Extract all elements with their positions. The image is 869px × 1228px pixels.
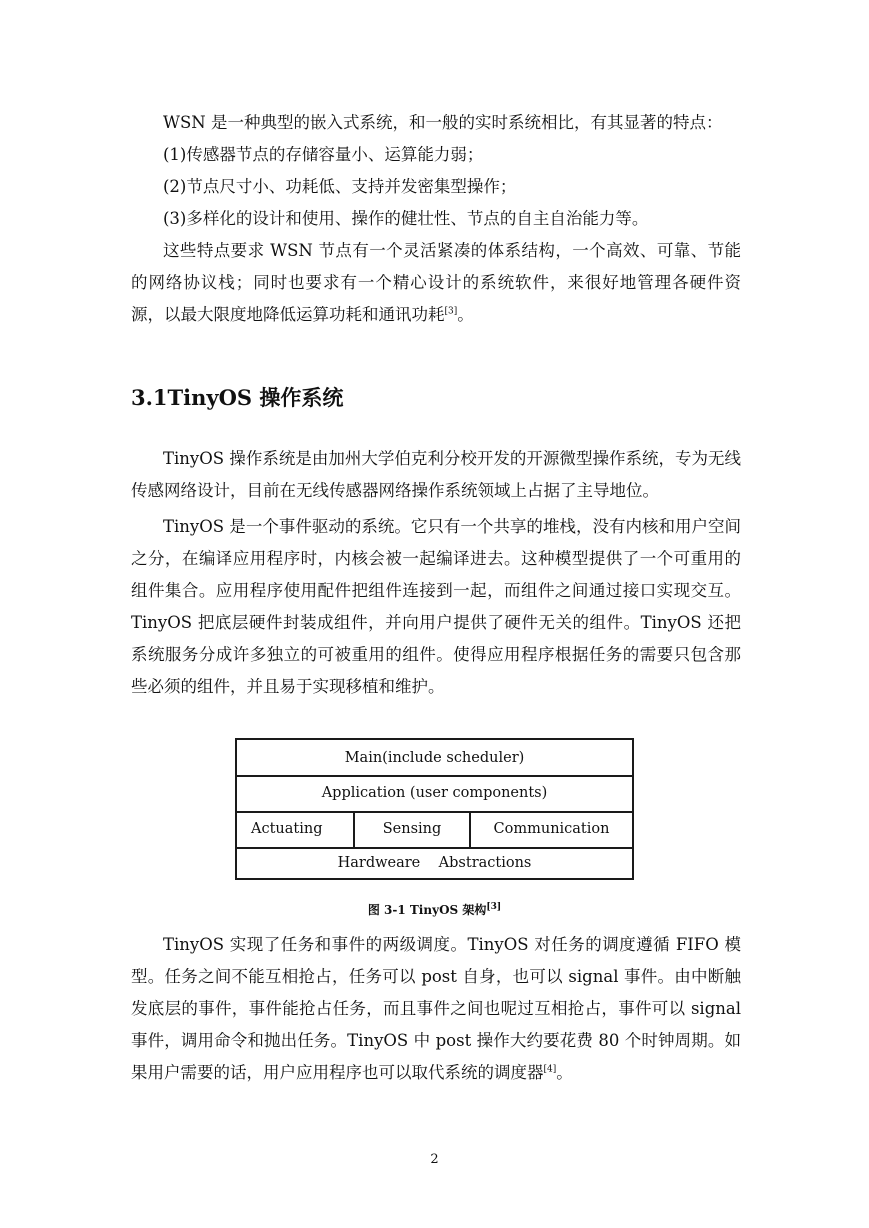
requirements-end: 。: [457, 305, 474, 324]
figure-citation-ref: [3]: [486, 902, 502, 912]
scheduling-citation-ref: [4]: [543, 1064, 557, 1075]
citation-ref: [3]: [444, 306, 458, 317]
tinyos-architecture-diagram: [235, 738, 634, 880]
requirements-paragraph: [131, 235, 741, 331]
diagram-application-layer: Application (user components): [237, 775, 632, 813]
tinyos-event-paragraph: TinyOS 是一个事件驱动的系统。它只有一个共享的堆栈，没有内核和用户空间之分，在编译应用程序时，内核会被一起编译进去。这种模型提供了一个可重用的组件集合。应用程序使用配件把组件连接到一起，而组件之间通过接口实现交互。TinyOS 把底层硬件封装成组件，并向用户提供了硬件无关的组件。TinyOS 还把系统服务分成许多独立的可被重用的组件。使得应用程序根据任务的需要只包含那些必须的组件，并且易于实现移植和维护。: [131, 517, 741, 696]
page-number: 2: [430, 1152, 439, 1167]
diagram-component-layer: [237, 811, 632, 849]
diagram-main-layer: Main(include scheduler): [237, 740, 632, 777]
diagram-hardware-layer: Hardweare Abstractions: [337, 854, 532, 871]
scheduling-paragraph: [131, 929, 741, 1089]
list-item-3: (3)多样化的设计和使用、操作的健壮性、节点的自主自治能力等。: [163, 209, 649, 228]
list-item-1: (1)传感器节点的存储容量小、运算能力弱；: [163, 145, 484, 164]
requirements-text: 这些特点要求 WSN 节点有一个灵活紧凑的体系结构，一个高效、可靠、节能的网络协议栈；同时也要求有一个精心设计的系统软件，来很好地管理各硬件资源，以最大限度地降低运算功耗和通讯功耗: [131, 241, 741, 324]
diagram-communication-cell: Communication: [493, 821, 610, 837]
diagram-actuating-cell: Actuating: [237, 811, 355, 847]
figure-caption: [0, 901, 869, 918]
figure-caption-text: 图 3-1 TinyOS 架构: [367, 903, 487, 917]
diagram-sensing-cell: Sensing: [355, 811, 471, 847]
scheduling-end: 。: [556, 1063, 573, 1082]
intro-paragraph: WSN 是一种典型的嵌入式系统，和一般的实时系统相比，有其显著的特点：: [163, 113, 723, 132]
tinyos-intro-paragraph: TinyOS 操作系统是由加州大学伯克利分校开发的开源微型操作系统，专为无线传感网络设计，目前在无线传感器网络操作系统领域上占据了主导地位。: [131, 449, 741, 500]
list-item-2: (2)节点尺寸小、功耗低、支持并发密集型操作；: [163, 177, 517, 196]
section-heading: 3.1TinyOS 操作系统: [131, 385, 344, 410]
scheduling-text: TinyOS 实现了任务和事件的两级调度。TinyOS 对任务的调度遵循 FIFO 模型。任务之间不能互相抢占，任务可以 post 自身，也可以 signal 事件。由中断触发底层的事件，事件能抢占任务，而且事件之间也呢过互相抢占，事件可以 signal 事件，调用命令和抛出任务。TinyOS 中 post 操作大约要花费 80 个时钟周期。如果用户需要的话，用户应用程序也可以取代系统的调度器: [131, 935, 741, 1082]
